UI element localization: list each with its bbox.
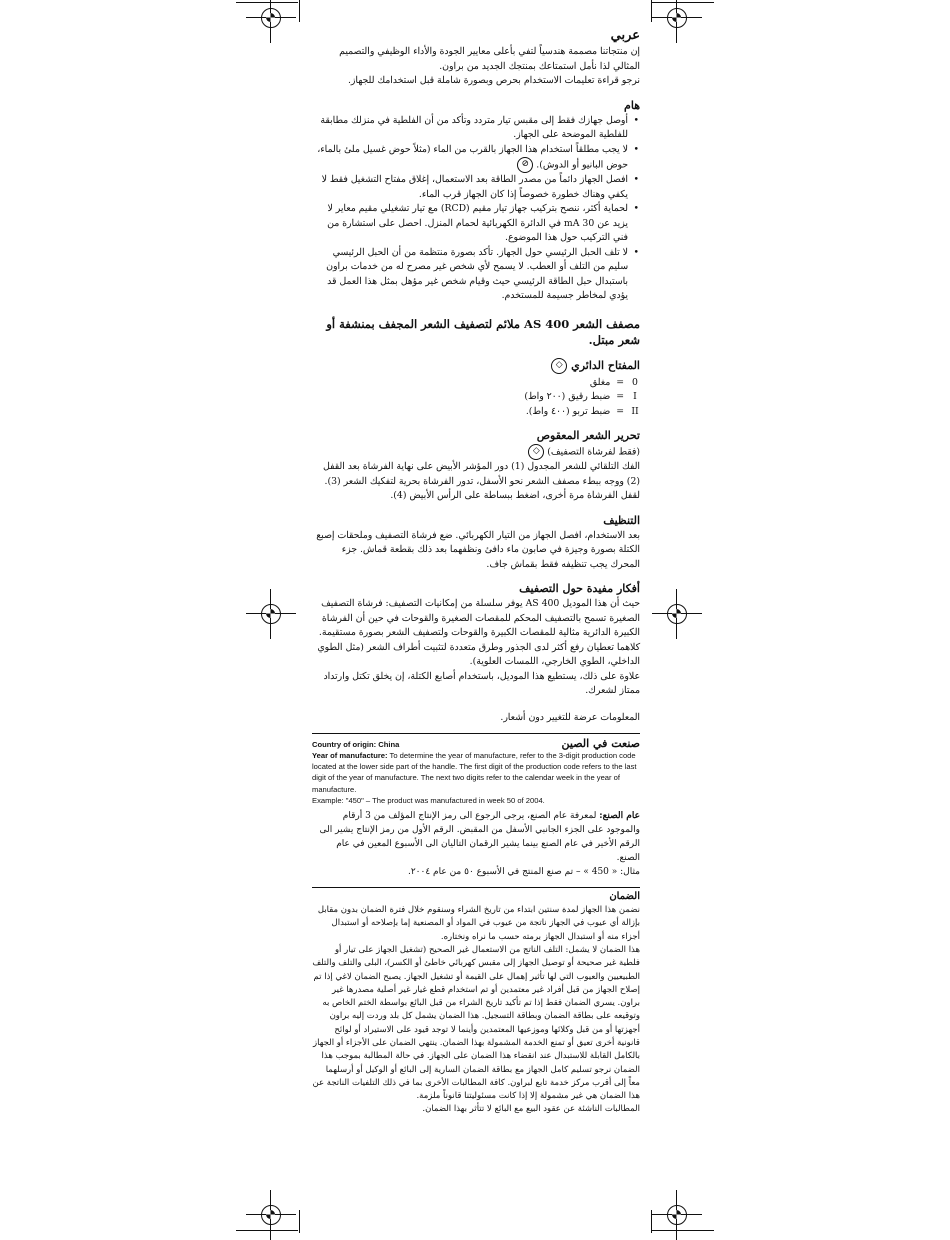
- language-title: عربي: [610, 28, 640, 43]
- year-of-manufacture-ar: [312, 809, 640, 879]
- year-ar-body: لمعرفة عام الصنع، يرجى الرجوع الى رمز الإنتاج المؤلف من 3 أرقام والموجود على الجزء الجانبي الأسفل من المقبض. الرقم الأول من رمز الإنتاج يشير الى الرقم الأخير في عام الصنع بينما يشير الرقمان التاليان الى الأسبوع المعين في عام الصنع.: [319, 811, 640, 864]
- country-of-origin-en: Country of origin: China: [312, 740, 400, 749]
- setting-key: II: [631, 405, 639, 417]
- important-list: [312, 114, 640, 304]
- section-divider: [312, 887, 640, 888]
- intro-paragraph: نرجو قراءة تعليمات الاستخدام بحرص وبصورة شاملة قبل استخدامك للجهاز.: [347, 75, 640, 86]
- curl-release-subtitle: (فقط لفرشاة التصفيف) ◇: [312, 444, 640, 460]
- setting-text: ضبط رقيق (٢٠٠ واط): [524, 391, 611, 402]
- tips-paragraph: علاوة على ذلك، يستطيع هذا الموديل، باستخدام أصابع الكتلة، إن يخلق تكتل وارتداد ممتاز لشعرك.: [323, 670, 640, 696]
- curl-release-text: الفك التلقائي للشعر المجدول (1) دور المؤشر الأبيض على نهاية الفرشاة بعد القفل (2) ووجه ببطء مصفف الشعر نحو الأسفل، تدور الفرشاة بحرية لتفكيك الشعر (3). لقفل الفرشاة مرة أخرى، اضغط ببساطة على الرأس الأبيض (4).: [322, 461, 640, 501]
- important-item: • لا تلف الحبل الرئيسي حول الجهاز. تأكد بصورة منتظمة من أن الحبل الرئيسي سليم من التلف أو العطب. لا يسمح لأي شخص غير مصرح له من خدمات براون باستبدال حبل الطاقة الرئيسي حيث وقيام شخص غير مؤهل بمثل هذا العمل قد يؤدي لمخاطر جسيمة للمستخدم.: [312, 246, 640, 304]
- warranty-title: الضمان: [609, 891, 640, 903]
- year-en-text: [312, 750, 640, 795]
- registration-mark-icon: [258, 1202, 284, 1228]
- trim-line-top-edge-left: [236, 2, 298, 3]
- trim-line-bottom-edge-right: [652, 1230, 714, 1231]
- curl-release-title: تحرير الشعر المعقوص: [536, 429, 640, 442]
- registration-mark-icon: [258, 5, 284, 31]
- setting-text: ضبط تربو (٤٠٠ واط).: [525, 405, 611, 417]
- setting-key: 0: [632, 376, 638, 388]
- warranty-paragraph: نضمن هذا الجهاز لمدة سنتين ابتداء من تاريخ الشراء وسنقوم خلال فترة الضمان بدون مقابل بإزالة أي عيوب في الجهاز ناتجة من عيوب في المواد أو المصنعية إما بإصلاحه أو استبدال أجزاء منه أو استبدال الجهاز برمته حسب ما نراه ونختاره.: [317, 905, 640, 942]
- important-title: هام: [624, 98, 640, 112]
- product-heading: مصفف الشعر AS 400 ملائم لتصفيف الشعر المجفف بمنشفة أو شعر مبتل.: [326, 316, 640, 347]
- switch-symbol-icon: ◇: [551, 358, 567, 374]
- tips-paragraph: حيث أن هذا الموديل AS 400 يوفر سلسلة من إمكانيات التصفيف: فرشاة التصفيف الصغيرة تسمح بالتصفيف المحكم للمقصات الصغيرة والقوحات في حين أن الفرشاة الكبيرة الدائرية مثالية للمقصات الكبيرة والقوحات ولتصفيف الشعر بصورة مستقيمة. كلاهما تعطيان رفع أكثر لدى الجذور وطرق متعددة لتثبيت أطراف الشعر (مثل الطوي الداخلي، الطوي الخارجي، اللمسات العلوية).: [317, 598, 640, 667]
- section-divider: [312, 733, 640, 734]
- arabic-section: [312, 28, 640, 725]
- important-item-text: لا يجب مطلقاً استخدام هذا الجهاز بالقرب من الماء (مثلاً حوض غسيل ملئ بالماء، حوض البانيو أو الدوش).: [317, 143, 628, 171]
- warranty-paragraph: المطالبات الناشئة عن عقود البيع مع البائع لا تتأثر بهذا الضمان.: [422, 1104, 640, 1115]
- registration-mark-icon: [664, 1202, 690, 1228]
- manual-page: [312, 28, 640, 1117]
- registration-mark-icon: [664, 5, 690, 31]
- year-of-manufacture-en: [312, 750, 640, 806]
- cleaning-text: بعد الاستخدام، افصل الجهاز من التيار الكهربائي. ضع فرشاة التصفيف وملحقات إصبع الكتلة بصورة وجيزة في صابون ماء دافئ ونظفهما بعد ذلك بقطعة قماش. جزء المحرك يجب تنظيفه فقط بقماش جاف.: [316, 529, 640, 570]
- switch-symbol-icon: ◇: [528, 444, 544, 460]
- switch-setting: II = ضبط تربو (٤٠٠ واط).: [312, 405, 640, 420]
- year-ar-label: عام الصنع:: [599, 811, 640, 822]
- switch-title: [312, 358, 640, 374]
- year-ar-example: مثال: « 450 » – تم صنع المنتج في الأسبوع ٥٠ من عام ٢٠٠٤.: [407, 867, 640, 878]
- setting-key: I: [633, 391, 637, 402]
- year-ar-text: [312, 809, 640, 865]
- no-water-near-basin-icon: ⊘: [517, 157, 533, 173]
- trim-line-bottom-left: [299, 1210, 300, 1233]
- change-notice: المعلومات عرضة للتغيير دون أشعار.: [500, 711, 640, 723]
- warranty-section: [312, 891, 640, 1117]
- year-en-example: Example: "450" – The product was manufactured in week 50 of 2004.: [312, 795, 545, 805]
- important-item: • أوصل جهازك فقط إلى مقبس تيار متردد وتأكد من أن الفلطية في منزلك مطابقة للفلطية الموضحة على الجهاز.: [312, 114, 640, 143]
- switch-setting: 0 = مغلق: [312, 376, 640, 391]
- important-item: • افصل الجهاز دائماً من مصدر الطاقة بعد الاستعمال، إغلاق مفتاح التشغيل فقط لا يكفي وهناك خطورة خصوصاً إذا كان الجهاز قرب الماء.: [312, 173, 640, 202]
- trim-line-bottom-edge: [236, 1230, 298, 1231]
- setting-text: مغلق: [589, 376, 611, 388]
- registration-mark-icon: [258, 601, 284, 627]
- country-of-origin-ar: صنعت في الصين: [561, 737, 640, 750]
- trim-line-top-right: [651, 0, 652, 22]
- year-en-body: To determine the year of manufacture, refer to the 3-digit production code located at the lower side part of the handle. The first digit of the production code refers to the last digit of the year of manufacture. The next two digits refer to the calendar week in the year of manufacture.: [312, 751, 637, 794]
- important-item: • لحماية أكثر، ننصح بتركيب جهاز تيار مقيم (RCD) مع تيار تشغيلي مقيم معاير لا يزيد عن 30 mA في الدائرة الكهربائية لحمام المنزل. احصل على استشارة من فني التركيب حول هذا الموضوع.: [312, 202, 640, 246]
- switch-setting: I = ضبط رقيق (٢٠٠ واط): [312, 390, 640, 405]
- origin-row: [312, 737, 640, 750]
- cleaning-title: التنظيف: [603, 513, 640, 527]
- trim-line-top-edge: [652, 2, 714, 3]
- registration-mark-icon: [664, 601, 690, 627]
- important-item: [312, 143, 640, 174]
- switch-title-text: المفتاح الدائري: [571, 358, 640, 372]
- year-en-label: Year of manufacture:: [312, 751, 388, 760]
- trim-line-top-left: [299, 0, 300, 22]
- intro-paragraph: إن منتجاتنا مصممة هندسياً لتفي بأعلى معايير الجودة والأداء الوظيفي والتصميم المثالي لذا نأمل استمتاعك بمنتجك الجديد من براون.: [339, 46, 640, 72]
- tips-title: أفكار مفيدة حول التصفيف: [519, 582, 640, 595]
- warranty-paragraph: هذا الضمان لا يشمل: التلف الناتج من الاستعمال غير الصحيح (تشغيل الجهاز على تيار أو فلطية غير صحيحة أو توصيل الجهاز إلى مقبس كهربائي خاطئ أو الكسر)، البلى والتلف والتلف الطبيعيين والعيوب التي لها تأثير إهمال على القيمة أو تشغيل الجهاز. يصبح الضمان لاغي إذا تم إصلاح الجهاز من قبل أفراد غير معتمدين أو تم استخدام قطع غيار غير أصلية مصدرها غير براون. يسري الضمان فقط إذا تم تأكيد تاريخ الشراء من قبل البائع بواسطة الختم الخاص به وتوقيعه على بطاقة الضمان وبطاقة التسجيل. هذا الضمان يشمل كل بلد وردت إليه براون أجهزتها أو من قبل وكلائها وموزعيها المعتمدين وأينما لا توجد قيود على الاستيراد أو لوائح قانونية أخرى تعيق أو تمنع الخدمة المشمولة بهذا الضمان. ينتهي الضمان على الأجزاء أو الجهاز بالكامل القابلة للاستبدال عند انقضاء هذا الضمان على الجهاز. في حالة المطالبة بموجب هذا الضمان نرجو تسليم كامل الجهاز مع بطاقة الضمان السارية إلى البائع أو الوكيل أو أرسلهما معاً إلى أقرب مركز خدمة تابع لبراون. كافة المطالبات الأخرى بما في ذلك التلفيات الناتجة عن هذا الضمان هي غير مشمولة إلا إذا كانت مسئوليتنا قانوناً ملزمة.: [312, 944, 640, 1102]
